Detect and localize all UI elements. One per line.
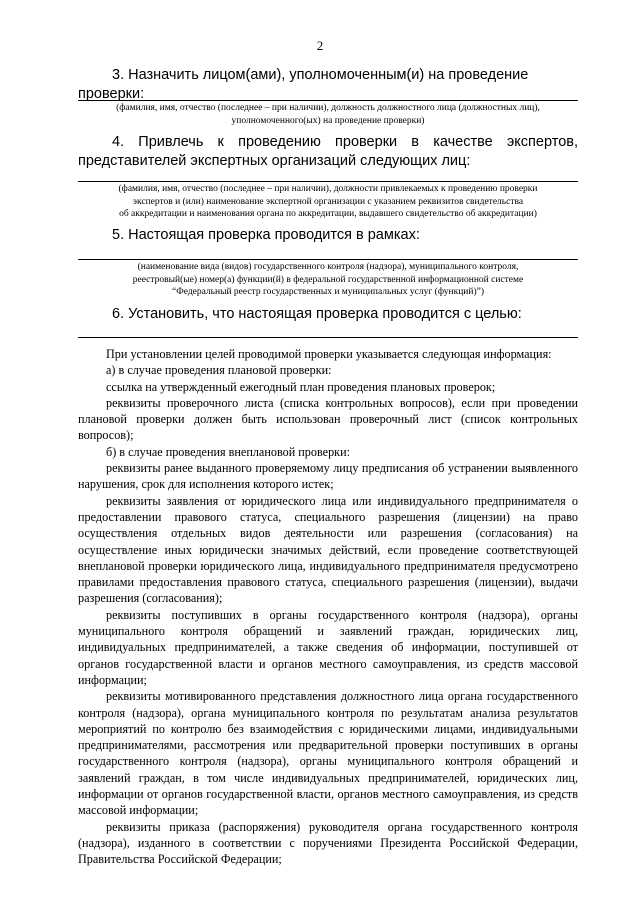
paragraph: реквизиты поступивших в органы государственного контроля (надзора), органы муниципального контроля обращений и заявлений граждан, юридических лиц, индивидуальных предпринимателей, а также сведения об информации, поступившей от органов государственной власти и органов местного самоуправления, из средств массовой информации;: [78, 607, 578, 687]
item-4-line-2: представителей экспертных организаций следующих лиц:: [78, 153, 471, 169]
item-4-heading: [78, 133, 578, 171]
item-6-heading: 6. Установить, что настоящая проверка проводится с целью:: [112, 306, 522, 322]
item-5-caption: [78, 261, 578, 299]
item-3-heading: 3. Назначить лицом(ами), уполномоченным(и) на проведение проверки:: [78, 67, 529, 102]
caption-line: “Федеральный реестр государственных и муниципальных услуг (функций)”): [172, 287, 484, 297]
paragraph: реквизиты заявления от юридического лица или индивидуального предпринимателя о предоставлении правового статуса, специального разрешения (лицензии) на право осуществления отдельных видов деятельности или разрешения (согласования) на осуществление иных юридически значимых действий, если проведение соответствующей внеплановой проверки юридического лица, индивидуального предпринимателя предусмотрено правилами предоставления правового статуса, специального разрешения (лицензии), выдачи разрешения (согласования);: [78, 493, 578, 606]
paragraph: б) в случае проведения внеплановой проверки:: [106, 444, 351, 459]
paragraph: реквизиты приказа (распоряжения) руководителя органа государственного контроля (надзора), изданного в соответствии с поручениями Президента Российской Федерации, Правительства Российской Федерации;: [78, 819, 578, 867]
item-5-fill-line: [78, 259, 578, 260]
item-5-heading: 5. Настоящая проверка проводится в рамках:: [112, 227, 420, 243]
item-4-line-1: 4. Привлечь к проведению проверки в качестве экспертов,: [112, 134, 578, 150]
caption-line: (наименование вида (видов) государственного контроля (надзора), муниципального контроля,: [137, 262, 519, 272]
item-4-caption: [78, 183, 578, 221]
caption-line: (фамилия, имя, отчество (последнее – при наличии), должности привлекаемых к проведению проверки: [118, 184, 538, 194]
item-3-caption: [78, 102, 578, 127]
paragraph: ссылка на утвержденный ежегодный план проведения плановых проверок;: [106, 379, 496, 394]
caption-line: реестровый(ые) номер(а) функции(й) в федеральной государственной информационной системе: [132, 274, 524, 285]
item-4-fill-line: [78, 181, 578, 182]
page-number: 2: [316, 38, 324, 53]
item-6-fill-line: [78, 337, 578, 338]
paragraph: реквизиты ранее выданного проверяемому лицу предписания об устранении выявленного нарушения, срок для исполнения которого истек;: [78, 461, 578, 492]
item-3-fill-line: [78, 100, 578, 101]
caption-line: экспертов и (или) наименование экспертной организации с указанием реквизитов свидетельства: [132, 196, 524, 207]
caption-line: (фамилия, имя, отчество (последнее – при наличии), должность должностного лица (должностных лиц),: [116, 103, 540, 113]
paragraph: реквизиты мотивированного представления должностного лица органа государственного контроля (надзора), органа муниципального контроля по результатам анализа результатов мероприятий по контролю без взаимодействия с юридическими лицами, индивидуальными предпринимателями, рассмотрения или предварительной проверки поступивших в органы государственного контроля (надзора), органы муниципального контроля обращений и заявлений граждан, в том числе индивидуальных предпринимателей, юридических лиц, информации от органов государственной власти, органов местного самоуправления, из средств массовой информации;: [78, 689, 578, 818]
caption-line: об аккредитации и наименования органа по аккредитации, выдавшего свидетельство об аккредитации): [119, 209, 537, 219]
instructions-body: [78, 346, 578, 868]
paragraph: а) в случае проведения плановой проверки:: [106, 363, 332, 378]
caption-line: уполномоченного(ых) на проведение проверки): [231, 115, 425, 126]
paragraph: При установлении целей проводимой проверки указывается следующая информация:: [106, 347, 552, 361]
paragraph: реквизиты проверочного листа (списка контрольных вопросов), если при проведении плановой проверки должен быть использован проверочный лист (список контрольных вопросов);: [78, 395, 578, 443]
